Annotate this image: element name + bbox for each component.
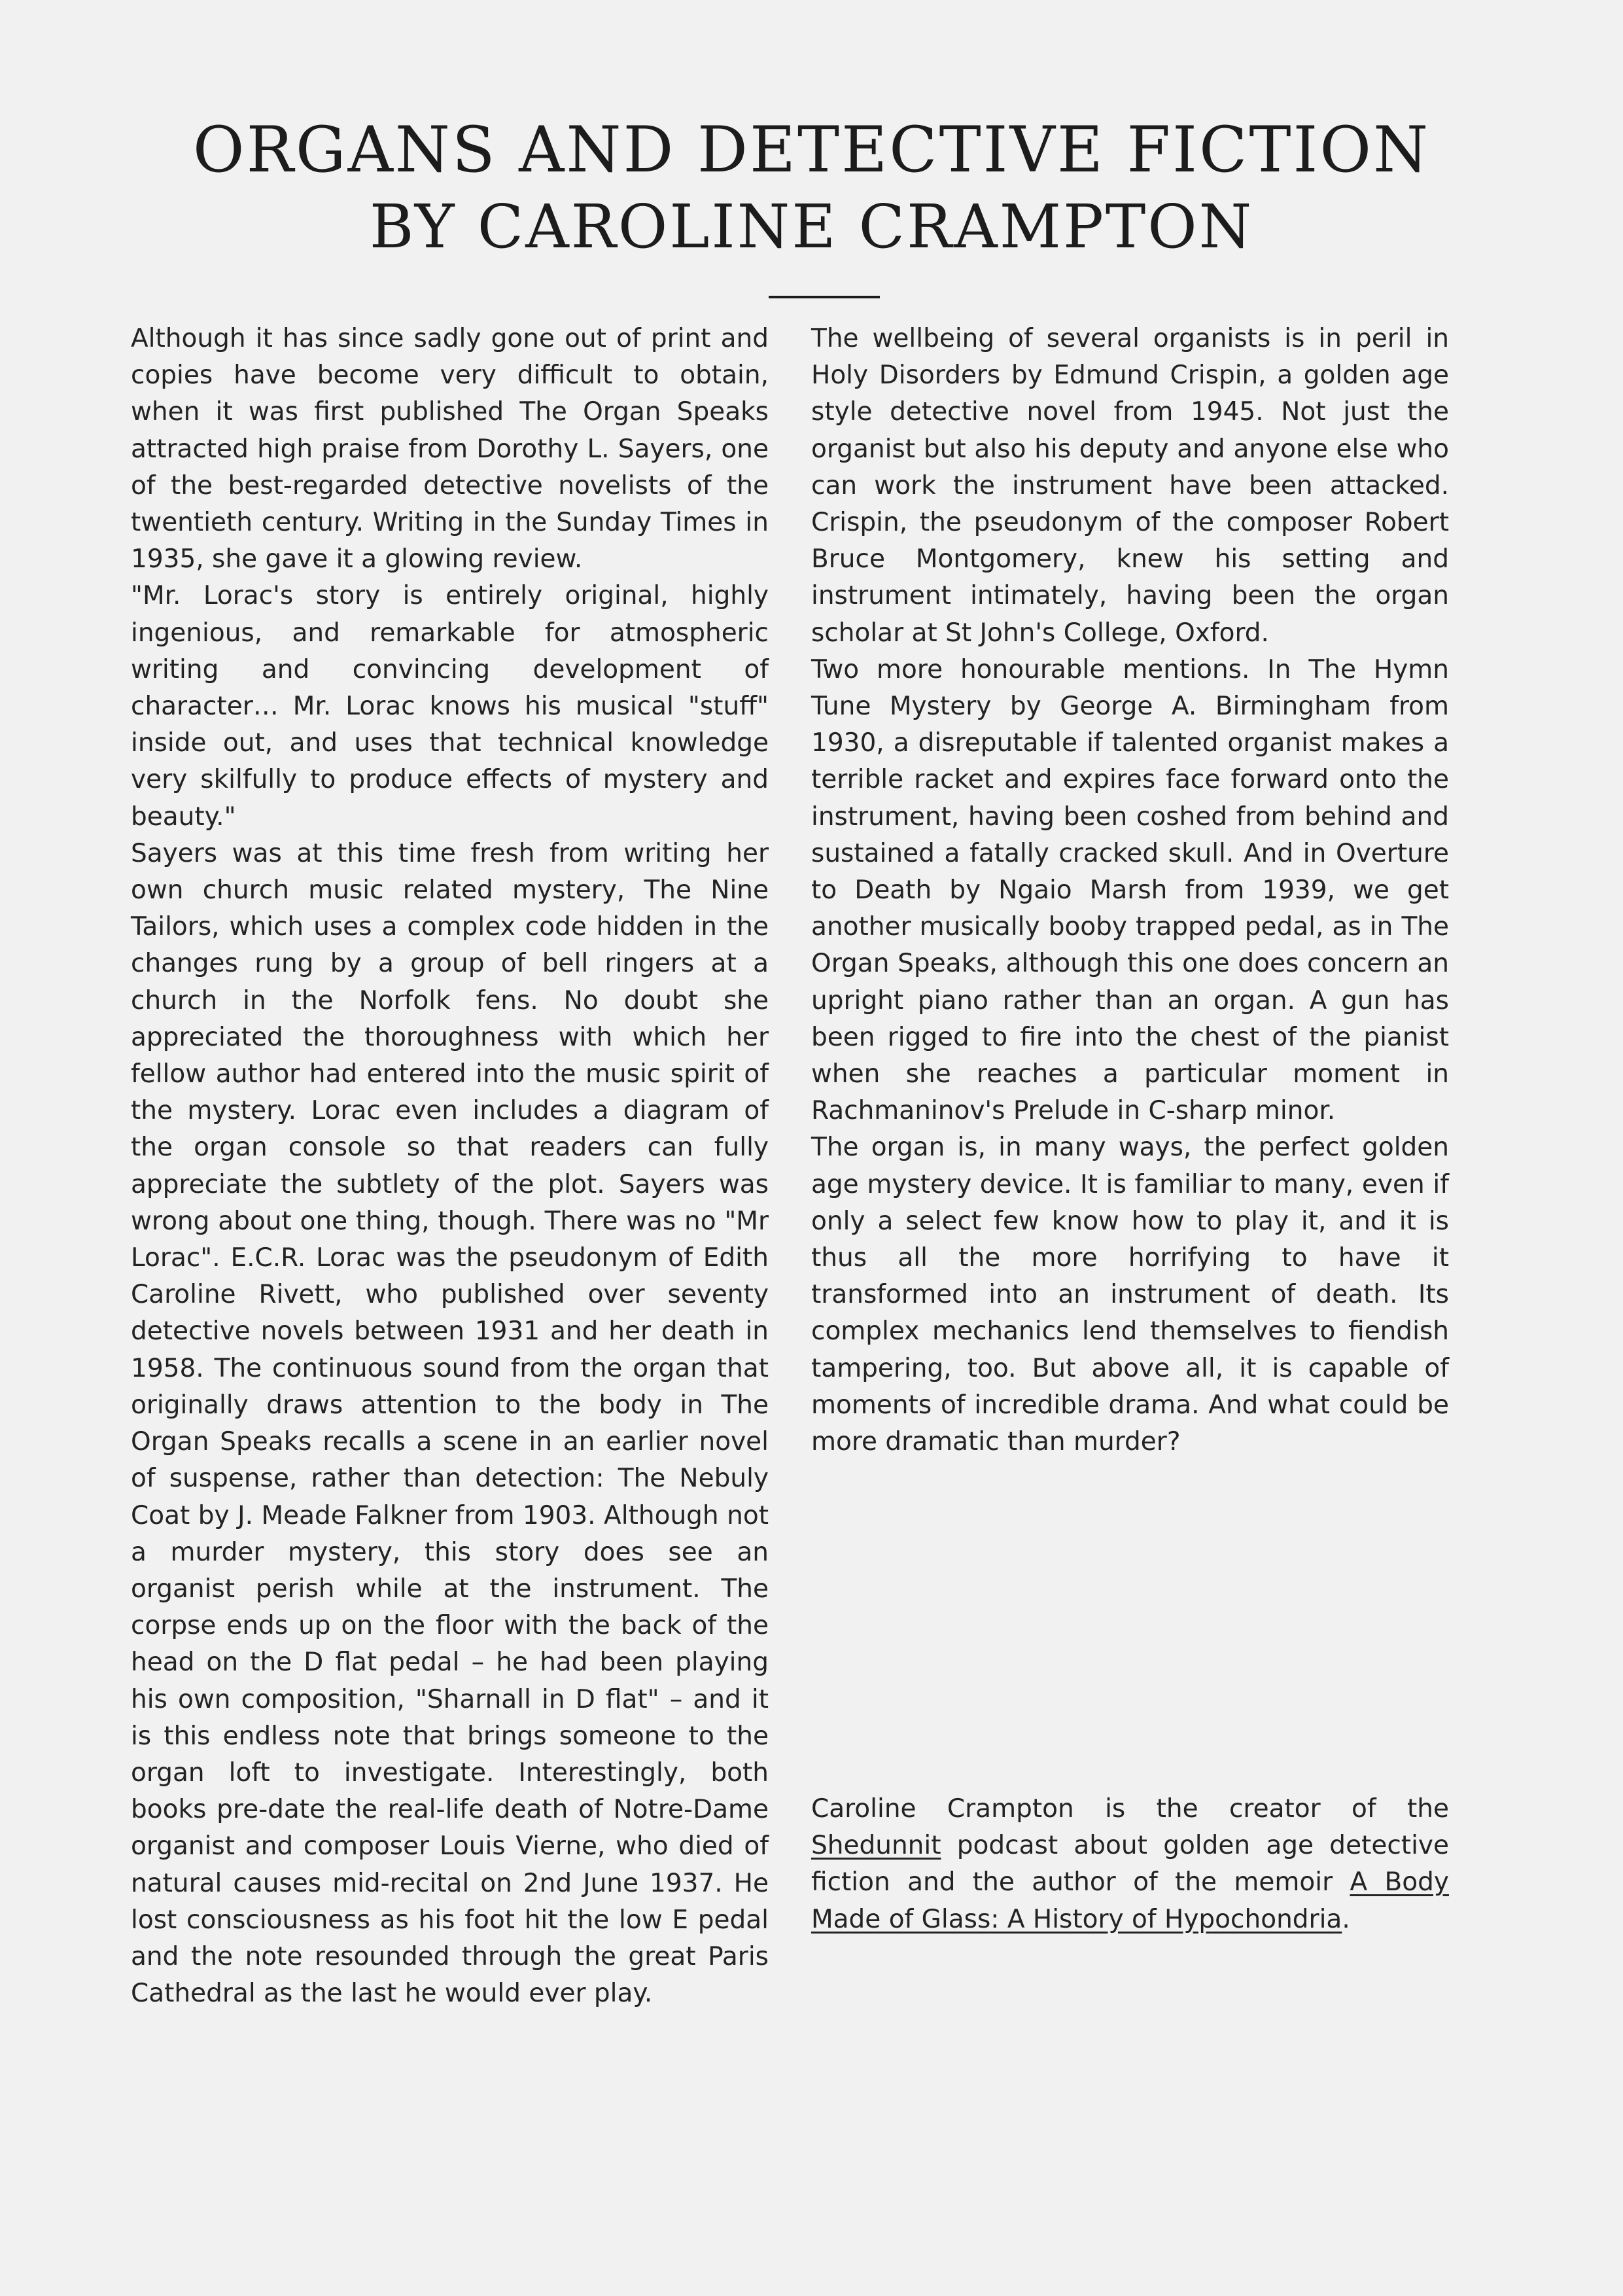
author-bio-text: [811, 1791, 1449, 1938]
bio-text: .: [1342, 1904, 1350, 1934]
article-header: [0, 111, 1623, 266]
shedunnit-podcast-link[interactable]: Shedunnit: [811, 1831, 941, 1861]
paragraph: Sayers was at this time fresh from writing her own church music related mystery, The Nine Tailors, which uses a complex code hidden in the changes rung by a group of bell ringers at a church in the Norfolk fens. No doubt she appreciated the thoroughness with which her fellow author had entered into the music spirit of the mystery. Lorac even includes a diagram of the organ console so that readers can fully appreciate the subtlety of the plot. Sayers was wrong about one thing, though. There was no "Mr Lorac". E.C.R. Lorac was the pseudonym of Edith Caroline Rivett, who published over seventy detective novels between 1931 and her death in 1958. The continuous sound from the organ that originally draws attention to the body in The Organ Speaks recalls a scene in an earlier novel of suspense, rather than detection: The Nebuly Coat by J. Meade Falkner from 1903. Although not a murder mystery, this story does see an organist perish while at the instrument. The corpse ends up on the floor with the back of the head on the D flat pedal – he had been playing his own composition, "Sharnall in D flat" – and it is this endless note that brings someone to the organ loft to investigate. Interestingly, both books pre-date the real-life death of Notre-Dame organist and composer Louis Vierne, who died of natural causes mid-recital on 2nd June 1937. He lost consciousness as his foot hit the low E pedal and the note resounded through the great Paris Cathedral as the last he would ever play.: [131, 838, 769, 2009]
paragraph: Although it has since sadly gone out of print and copies have become very difficult to obtain, when it was first published The Organ Speaks attracted high praise from Dorothy L. Sayers, one of the best-regarded detective novelists of the twentieth century. Writing in the Sunday Times in 1935, she gave it a glowing review.: [131, 324, 769, 574]
article-title: ORGANS AND DETECTIVE FICTION: [192, 113, 1431, 186]
left-column: [131, 321, 769, 2012]
bio-text: podcast about golden age detective fiction and the author of the memoir: [811, 1831, 1449, 1898]
right-column: [811, 321, 1449, 1460]
paragraph: Two more honourable mentions. In The Hymn Tune Mystery by George A. Birmingham from 1930, a disreputable if talented organist makes a terrible racket and expires face forward onto the instrument, having been coshed from behind and sustained a fatally cracked skull. And in Overture to Death by Ngaio Marsh from 1939, we get another musically booby trapped pedal, as in The Organ Speaks, although this one does concern an upright piano rather than an organ. A gun has been rigged to fire into the chest of the pianist when she reaches a particular moment in Rachmaninov's Prelude in C-sharp minor.: [811, 654, 1449, 1126]
article-byline: BY CAROLINE CRAMPTON: [369, 192, 1254, 262]
paragraph: The wellbeing of several organists is in peril in Holy Disorders by Edmund Crispin, a golden age style detective novel from 1945. Not just the organist but also his deputy and anyone else who can work the instrument have been attacked. Crispin, the pseudonym of the composer Robert Bruce Montgomery, knew his setting and instrument intimately, having been the organ scholar at St John's College, Oxford.: [811, 324, 1449, 648]
paragraph: The organ is, in many ways, the perfect golden age mystery device. It is familiar to many, even if only a select few know how to play it, and it is thus all the more horrifying to have it transformed into an instrument of death. Its complex mechanics lend themselves to fiendish tampering, too. But above all, it is capable of moments of incredible drama. And what could be more dramatic than murder?: [811, 1133, 1449, 1457]
title-divider: [769, 296, 880, 298]
memoir-book-link[interactable]: A Body Made of Glass: A History of Hypochondria: [811, 1867, 1449, 1934]
quote-paragraph: "Mr. Lorac's story is entirely original, highly ingenious, and remarkable for atmospheric writing and convincing development of character… Mr. Lorac knows his musical "stuff" inside out, and uses that technical knowledge very skilfully to produce effects of mystery and beauty.": [131, 581, 769, 832]
author-bio: [811, 1791, 1449, 1938]
bio-text: Caroline Crampton is the creator of the: [811, 1794, 1449, 1824]
